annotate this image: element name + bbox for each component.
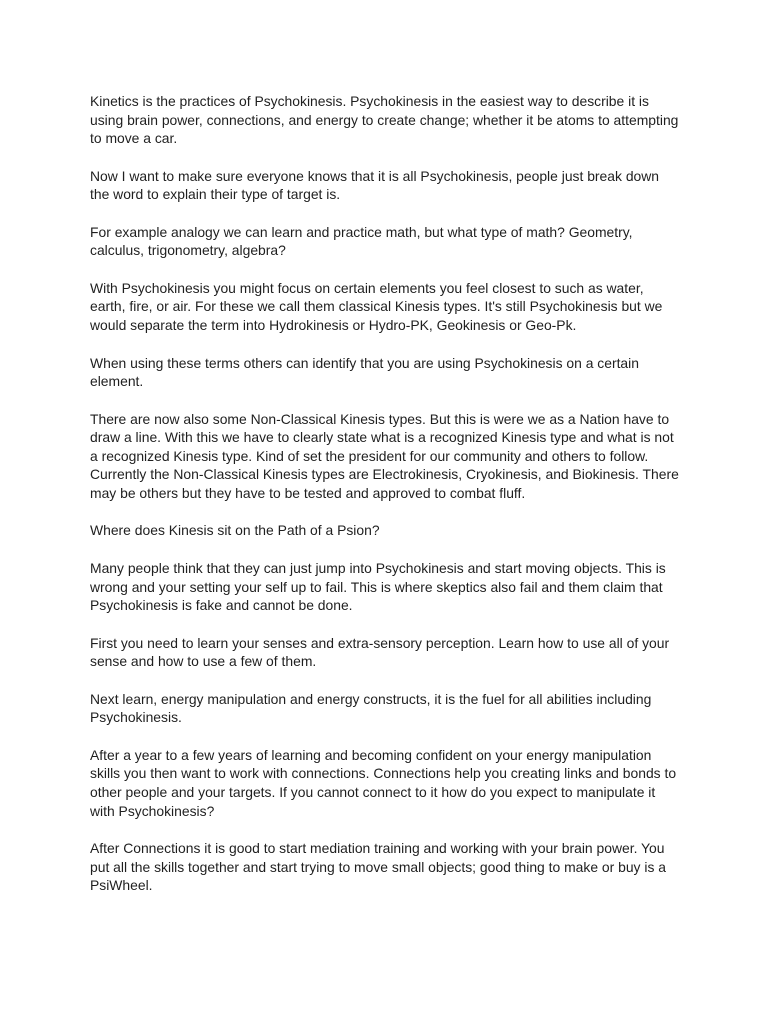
paragraph-math-analogy: For example analogy we can learn and practice math, but what type of math? Geometry, calculus, trigonometry, algebra? [90, 223, 633, 259]
paragraph-path-question: Where does Kinesis sit on the Path of a Psion? [90, 522, 380, 539]
paragraph-connections: After a year to a few years of learning and becoming confident on your energy manipulation skills you then want to work with connections. Connections help you creating links and bonds to other people and your targets. If you cannot connect to it how do you expect to manipulate it with Psychokinesis? [90, 746, 677, 819]
paragraph-senses: First you need to learn your senses and extra-sensory perception. Learn how to use all of your sense and how to use a few of them. [90, 634, 670, 670]
paragraph-terms-identify: When using these terms others can identify that you are using Psychokinesis on a certain element. [90, 354, 639, 390]
paragraph-classical-kinesis: With Psychokinesis you might focus on certain elements you feel closest to such as water, earth, fire, or air. For these we call them classical Kinesis types. It's still Psychokinesis but we would separate the term into Hydrokinesis or Hydro-PK, Geokinesis or Geo-Pk. [90, 279, 663, 334]
paragraph-all-psychokinesis: Now I want to make sure everyone knows that it is all Psychokinesis, people just break down the word to explain their type of target is. [90, 167, 660, 203]
paragraph-kinetics-definition: Kinetics is the practices of Psychokinesis. Psychokinesis in the easiest way to describe it is using brain power, connections, and energy to create change; whether it be atoms to attempting to move a car. [90, 93, 679, 147]
paragraph-non-classical-kinesis: There are now also some Non-Classical Kinesis types. But this is were we as a Nation have to draw a line. With this we have to clearly state what is a recognized Kinesis type and what is not a recognized Kinesis type. Kind of set the president for our community and others to follow. Currently the Non-Classical Kinesis types are Electrokinesis, Cryokinesis, and Biokinesis. There may be others but they have to be tested and approved to combat fluff. [90, 410, 679, 501]
paragraph-energy-manipulation: Next learn, energy manipulation and energy constructs, it is the fuel for all abilities including Psychokinesis. [90, 690, 652, 726]
document-page [90, 92, 682, 914]
paragraph-meditation-psiwheel: After Connections it is good to start mediation training and working with your brain power. You put all the skills together and start trying to move small objects; good thing to make or buy is a PsiWheel. [90, 840, 666, 894]
paragraph-jump-in: Many people think that they can just jump into Psychokinesis and start moving objects. This is wrong and your setting your self up to fail. This is where skeptics also fail and them claim that Psychokinesis is fake and cannot be done. [90, 559, 666, 614]
